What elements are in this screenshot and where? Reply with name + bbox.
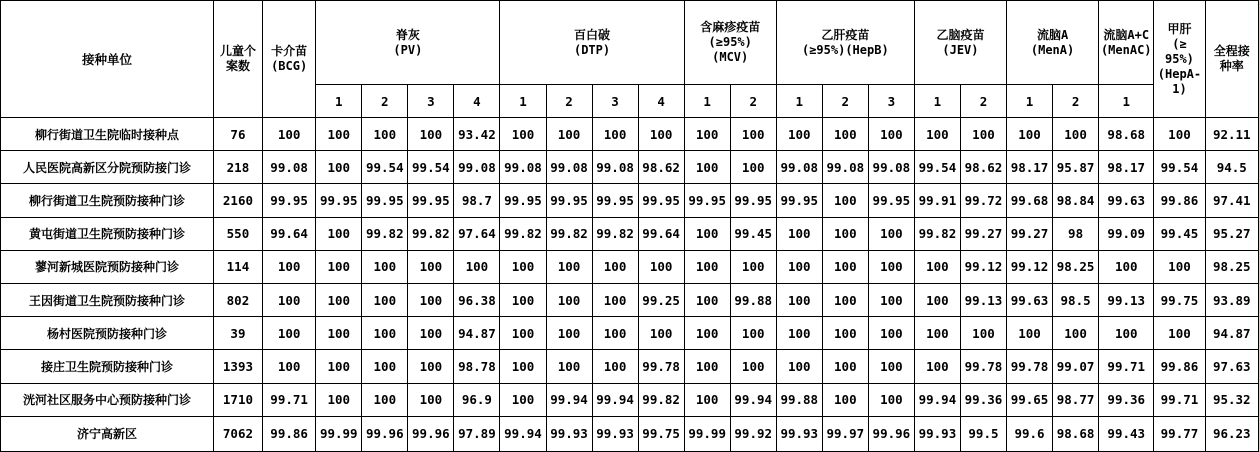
rate-cell: 100 <box>454 250 500 283</box>
header-pv: 脊灰 (PV) <box>316 1 500 85</box>
rate-cell: 100 <box>868 317 914 350</box>
dose-header: 2 <box>546 85 592 118</box>
rate-cell: 99.63 <box>1007 283 1053 316</box>
rate-cell: 98.78 <box>454 350 500 383</box>
rate-cell: 100 <box>638 118 684 151</box>
rate-cell: 99.96 <box>408 416 454 451</box>
dose-header: 1 <box>684 85 730 118</box>
rate-cell: 100 <box>263 317 316 350</box>
rate-cell: 99.94 <box>592 383 638 416</box>
rate-cell: 99.13 <box>960 283 1006 316</box>
rate-cell: 100 <box>868 217 914 250</box>
rate-cell: 100 <box>362 317 408 350</box>
rate-cell: 100 <box>730 250 776 283</box>
rate-cell: 99.71 <box>263 383 316 416</box>
header-cases: 儿童个 案数 <box>213 1 262 118</box>
rate-cell: 99.45 <box>1154 217 1205 250</box>
rate-cell: 99.77 <box>1154 416 1205 451</box>
rate-cell: 100 <box>914 250 960 283</box>
rate-cell: 100 <box>263 118 316 151</box>
rate-cell: 100 <box>1154 250 1205 283</box>
rate-cell: 100 <box>362 350 408 383</box>
rate-cell: 95.87 <box>1053 151 1099 184</box>
rate-cell: 100 <box>684 383 730 416</box>
rate-cell: 100 <box>638 250 684 283</box>
rate-cell: 100 <box>822 250 868 283</box>
table-row <box>1 416 1259 451</box>
case-count-cell: 7062 <box>213 416 262 451</box>
rate-cell: 99.88 <box>776 383 822 416</box>
dose-header: 3 <box>408 85 454 118</box>
case-count-cell: 76 <box>213 118 262 151</box>
rate-cell: 100 <box>592 283 638 316</box>
rate-cell: 92.11 <box>1205 118 1258 151</box>
dose-header: 4 <box>638 85 684 118</box>
rate-cell: 98.62 <box>638 151 684 184</box>
header-mena: 流脑A (MenA) <box>1007 1 1099 85</box>
rate-cell: 99.82 <box>914 217 960 250</box>
rate-cell: 100 <box>684 350 730 383</box>
rate-cell: 99.45 <box>730 217 776 250</box>
rate-cell: 99.63 <box>1099 184 1154 217</box>
case-count-cell: 1393 <box>213 350 262 383</box>
rate-cell: 100 <box>822 217 868 250</box>
rate-cell: 99.91 <box>914 184 960 217</box>
rate-cell: 99.82 <box>546 217 592 250</box>
rate-cell: 100 <box>914 283 960 316</box>
rate-cell: 100 <box>822 317 868 350</box>
rate-cell: 97.41 <box>1205 184 1258 217</box>
rate-cell: 99.08 <box>592 151 638 184</box>
rate-cell: 100 <box>1154 317 1205 350</box>
rate-cell: 100 <box>316 118 362 151</box>
header-mcv: 含麻疹疫苗 (≥95%) (MCV) <box>684 1 776 85</box>
rate-cell: 100 <box>868 283 914 316</box>
unit-name-cell: 王因街道卫生院预防接种门诊 <box>1 283 214 316</box>
rate-cell: 99.82 <box>592 217 638 250</box>
rate-cell: 99.93 <box>914 416 960 451</box>
rate-cell: 99.27 <box>960 217 1006 250</box>
unit-name-cell: 柳行街道卫生院预防接种门诊 <box>1 184 214 217</box>
rate-cell: 100 <box>408 118 454 151</box>
rate-cell: 99.95 <box>868 184 914 217</box>
rate-cell: 100 <box>914 118 960 151</box>
rate-cell: 99.68 <box>1007 184 1053 217</box>
rate-cell: 98.62 <box>960 151 1006 184</box>
rate-cell: 99.78 <box>960 350 1006 383</box>
rate-cell: 99.92 <box>730 416 776 451</box>
rate-cell: 99.54 <box>1154 151 1205 184</box>
case-count-cell: 39 <box>213 317 262 350</box>
rate-cell: 99.99 <box>316 416 362 451</box>
rate-cell: 100 <box>316 283 362 316</box>
rate-cell: 99.27 <box>1007 217 1053 250</box>
case-count-cell: 2160 <box>213 184 262 217</box>
rate-cell: 99.96 <box>868 416 914 451</box>
rate-cell: 100 <box>776 217 822 250</box>
rate-cell: 100 <box>592 118 638 151</box>
rate-cell: 100 <box>500 317 546 350</box>
rate-cell: 100 <box>684 151 730 184</box>
rate-cell: 99.54 <box>362 151 408 184</box>
rate-cell: 99.94 <box>546 383 592 416</box>
rate-cell: 100 <box>684 118 730 151</box>
dose-header: 3 <box>592 85 638 118</box>
table-row <box>1 118 1259 151</box>
table-row <box>1 250 1259 283</box>
unit-name-cell: 济宁高新区 <box>1 416 214 451</box>
rate-cell: 99.95 <box>263 184 316 217</box>
rate-cell: 100 <box>592 250 638 283</box>
header-hepb: 乙肝疫苗 (≥95%)(HepB) <box>776 1 914 85</box>
rate-cell: 99.08 <box>263 151 316 184</box>
rate-cell: 99.07 <box>1053 350 1099 383</box>
dose-header: 1 <box>776 85 822 118</box>
rate-cell: 100 <box>408 350 454 383</box>
rate-cell: 100 <box>868 383 914 416</box>
dose-header: 2 <box>822 85 868 118</box>
rate-cell: 99.99 <box>684 416 730 451</box>
rate-cell: 99.78 <box>1007 350 1053 383</box>
header-bcg: 卡介苗 (BCG) <box>263 1 316 118</box>
dose-header: 1 <box>914 85 960 118</box>
rate-cell: 100 <box>500 283 546 316</box>
rate-cell: 100 <box>914 317 960 350</box>
rate-cell: 100 <box>914 350 960 383</box>
rate-cell: 100 <box>1053 317 1099 350</box>
dose-header: 2 <box>1053 85 1099 118</box>
header-hepa: 甲肝 (≥ 95%) (HepA- 1) <box>1154 1 1205 118</box>
rate-cell: 95.27 <box>1205 217 1258 250</box>
rate-cell: 97.89 <box>454 416 500 451</box>
rate-cell: 99.86 <box>263 416 316 451</box>
rate-cell: 99.95 <box>730 184 776 217</box>
dose-header: 3 <box>868 85 914 118</box>
rate-cell: 99.71 <box>1099 350 1154 383</box>
case-count-cell: 550 <box>213 217 262 250</box>
rate-cell: 100 <box>1007 118 1053 151</box>
rate-cell: 100 <box>362 383 408 416</box>
rate-cell: 100 <box>960 118 1006 151</box>
rate-cell: 99.95 <box>638 184 684 217</box>
rate-cell: 100 <box>684 217 730 250</box>
rate-cell: 96.23 <box>1205 416 1258 451</box>
rate-cell: 99.09 <box>1099 217 1154 250</box>
rate-cell: 99.86 <box>1154 350 1205 383</box>
rate-cell: 99.08 <box>868 151 914 184</box>
rate-cell: 99.82 <box>408 217 454 250</box>
rate-cell: 100 <box>546 350 592 383</box>
table-row <box>1 383 1259 416</box>
case-count-cell: 1710 <box>213 383 262 416</box>
rate-cell: 100 <box>684 283 730 316</box>
rate-cell: 96.38 <box>454 283 500 316</box>
rate-cell: 99.12 <box>1007 250 1053 283</box>
rate-cell: 100 <box>316 151 362 184</box>
rate-cell: 99.95 <box>684 184 730 217</box>
rate-cell: 100 <box>1007 317 1053 350</box>
dose-header: 1 <box>316 85 362 118</box>
rate-cell: 99.25 <box>638 283 684 316</box>
rate-cell: 100 <box>776 250 822 283</box>
rate-cell: 100 <box>500 250 546 283</box>
table-row <box>1 283 1259 316</box>
rate-cell: 100 <box>1099 250 1154 283</box>
header-jev: 乙脑疫苗 (JEV) <box>914 1 1006 85</box>
rate-cell: 100 <box>546 118 592 151</box>
rate-cell: 99.13 <box>1099 283 1154 316</box>
rate-cell: 99.95 <box>362 184 408 217</box>
rate-cell: 98.5 <box>1053 283 1099 316</box>
rate-cell: 100 <box>408 317 454 350</box>
rate-cell: 100 <box>822 118 868 151</box>
rate-cell: 100 <box>822 184 868 217</box>
unit-name-cell: 黄屯街道卫生院预防接种门诊 <box>1 217 214 250</box>
rate-cell: 95.32 <box>1205 383 1258 416</box>
rate-cell: 99.08 <box>454 151 500 184</box>
rate-cell: 100 <box>684 250 730 283</box>
rate-cell: 100 <box>362 118 408 151</box>
rate-cell: 98.17 <box>1007 151 1053 184</box>
rate-cell: 100 <box>822 383 868 416</box>
rate-cell: 100 <box>960 317 1006 350</box>
rate-cell: 98.77 <box>1053 383 1099 416</box>
rate-cell: 100 <box>263 250 316 283</box>
rate-cell: 99.08 <box>546 151 592 184</box>
rate-cell: 99.96 <box>362 416 408 451</box>
rate-cell: 98.7 <box>454 184 500 217</box>
rate-cell: 100 <box>730 317 776 350</box>
case-count-cell: 218 <box>213 151 262 184</box>
unit-name-cell: 柳行街道卫生院临时接种点 <box>1 118 214 151</box>
rate-cell: 99.97 <box>822 416 868 451</box>
rate-cell: 100 <box>546 317 592 350</box>
rate-cell: 100 <box>638 317 684 350</box>
rate-cell: 100 <box>684 317 730 350</box>
rate-cell: 99.93 <box>776 416 822 451</box>
rate-cell: 93.89 <box>1205 283 1258 316</box>
rate-cell: 99.94 <box>914 383 960 416</box>
rate-cell: 98.17 <box>1099 151 1154 184</box>
rate-cell: 99.72 <box>960 184 1006 217</box>
rate-cell: 100 <box>868 350 914 383</box>
rate-cell: 100 <box>730 350 776 383</box>
rate-cell: 100 <box>500 350 546 383</box>
rate-cell: 100 <box>263 350 316 383</box>
rate-cell: 100 <box>1099 317 1154 350</box>
header-dtp: 百白破 (DTP) <box>500 1 684 85</box>
rate-cell: 99.08 <box>776 151 822 184</box>
rate-cell: 100 <box>776 350 822 383</box>
rate-cell: 100 <box>592 317 638 350</box>
unit-name-cell: 洸河社区服务中心预防接种门诊 <box>1 383 214 416</box>
rate-cell: 99.08 <box>500 151 546 184</box>
rate-cell: 100 <box>730 118 776 151</box>
rate-cell: 99.65 <box>1007 383 1053 416</box>
rate-cell: 94.5 <box>1205 151 1258 184</box>
rate-cell: 99.54 <box>408 151 454 184</box>
rate-cell: 99.75 <box>1154 283 1205 316</box>
rate-cell: 100 <box>730 151 776 184</box>
rate-cell: 98.25 <box>1205 250 1258 283</box>
rate-cell: 100 <box>776 118 822 151</box>
header-unit: 接种单位 <box>1 1 214 118</box>
rate-cell: 99.88 <box>730 283 776 316</box>
table-row <box>1 151 1259 184</box>
rate-cell: 100 <box>316 217 362 250</box>
dose-header: 1 <box>500 85 546 118</box>
table-row <box>1 350 1259 383</box>
rate-cell: 99.64 <box>638 217 684 250</box>
rate-cell: 99.95 <box>592 184 638 217</box>
rate-cell: 100 <box>822 283 868 316</box>
rate-cell: 100 <box>500 383 546 416</box>
rate-cell: 99.43 <box>1099 416 1154 451</box>
rate-cell: 99.64 <box>263 217 316 250</box>
rate-cell: 99.82 <box>500 217 546 250</box>
rate-cell: 99.82 <box>362 217 408 250</box>
rate-cell: 99.93 <box>592 416 638 451</box>
rate-cell: 100 <box>868 250 914 283</box>
rate-cell: 100 <box>316 383 362 416</box>
rate-cell: 100 <box>408 383 454 416</box>
unit-name-cell: 蓼河新城医院预防接种门诊 <box>1 250 214 283</box>
rate-cell: 99.94 <box>500 416 546 451</box>
case-count-cell: 114 <box>213 250 262 283</box>
dose-header: 2 <box>960 85 1006 118</box>
rate-cell: 99.36 <box>1099 383 1154 416</box>
dose-header: 1 <box>1099 85 1154 118</box>
rate-cell: 99.71 <box>1154 383 1205 416</box>
rate-cell: 99.5 <box>960 416 1006 451</box>
rate-cell: 99.78 <box>638 350 684 383</box>
rate-cell: 94.87 <box>1205 317 1258 350</box>
rate-cell: 99.95 <box>408 184 454 217</box>
header-full-rate: 全程接 种率 <box>1205 1 1258 118</box>
rate-cell: 98.68 <box>1053 416 1099 451</box>
rate-cell: 99.36 <box>960 383 1006 416</box>
dose-header: 2 <box>362 85 408 118</box>
rate-cell: 100 <box>546 283 592 316</box>
rate-cell: 99.54 <box>914 151 960 184</box>
rate-cell: 100 <box>776 283 822 316</box>
rate-cell: 97.64 <box>454 217 500 250</box>
rate-cell: 97.63 <box>1205 350 1258 383</box>
table-body <box>1 118 1259 452</box>
table-row <box>1 317 1259 350</box>
rate-cell: 99.12 <box>960 250 1006 283</box>
rate-cell: 100 <box>500 118 546 151</box>
rate-cell: 100 <box>546 250 592 283</box>
rate-cell: 98.68 <box>1099 118 1154 151</box>
rate-cell: 99.75 <box>638 416 684 451</box>
rate-cell: 100 <box>263 283 316 316</box>
unit-name-cell: 接庄卫生院预防接种门诊 <box>1 350 214 383</box>
rate-cell: 99.82 <box>638 383 684 416</box>
dose-header: 1 <box>1007 85 1053 118</box>
unit-name-cell: 人民医院高新区分院预防接门诊 <box>1 151 214 184</box>
rate-cell: 99.08 <box>822 151 868 184</box>
rate-cell: 98 <box>1053 217 1099 250</box>
rate-cell: 100 <box>822 350 868 383</box>
rate-cell: 93.42 <box>454 118 500 151</box>
rate-cell: 100 <box>408 283 454 316</box>
dose-header: 4 <box>454 85 500 118</box>
table-row <box>1 217 1259 250</box>
rate-cell: 99.6 <box>1007 416 1053 451</box>
rate-cell: 100 <box>1154 118 1205 151</box>
rate-cell: 100 <box>316 250 362 283</box>
rate-cell: 100 <box>868 118 914 151</box>
rate-cell: 94.87 <box>454 317 500 350</box>
header-menac: 流脑A+C (MenAC) <box>1099 1 1154 85</box>
case-count-cell: 802 <box>213 283 262 316</box>
rate-cell: 99.93 <box>546 416 592 451</box>
rate-cell: 98.84 <box>1053 184 1099 217</box>
rate-cell: 99.94 <box>730 383 776 416</box>
rate-cell: 100 <box>362 283 408 316</box>
rate-cell: 99.95 <box>546 184 592 217</box>
rate-cell: 99.95 <box>316 184 362 217</box>
rate-cell: 96.9 <box>454 383 500 416</box>
unit-name-cell: 杨村医院预防接种门诊 <box>1 317 214 350</box>
rate-cell: 98.25 <box>1053 250 1099 283</box>
rate-cell: 99.86 <box>1154 184 1205 217</box>
rate-cell: 99.95 <box>500 184 546 217</box>
table-row <box>1 184 1259 217</box>
dose-header: 2 <box>730 85 776 118</box>
rate-cell: 100 <box>362 250 408 283</box>
rate-cell: 100 <box>316 317 362 350</box>
rate-cell: 100 <box>1053 118 1099 151</box>
rate-cell: 100 <box>408 250 454 283</box>
rate-cell: 100 <box>316 350 362 383</box>
rate-cell: 100 <box>776 317 822 350</box>
rate-cell: 100 <box>592 350 638 383</box>
rate-cell: 99.95 <box>776 184 822 217</box>
